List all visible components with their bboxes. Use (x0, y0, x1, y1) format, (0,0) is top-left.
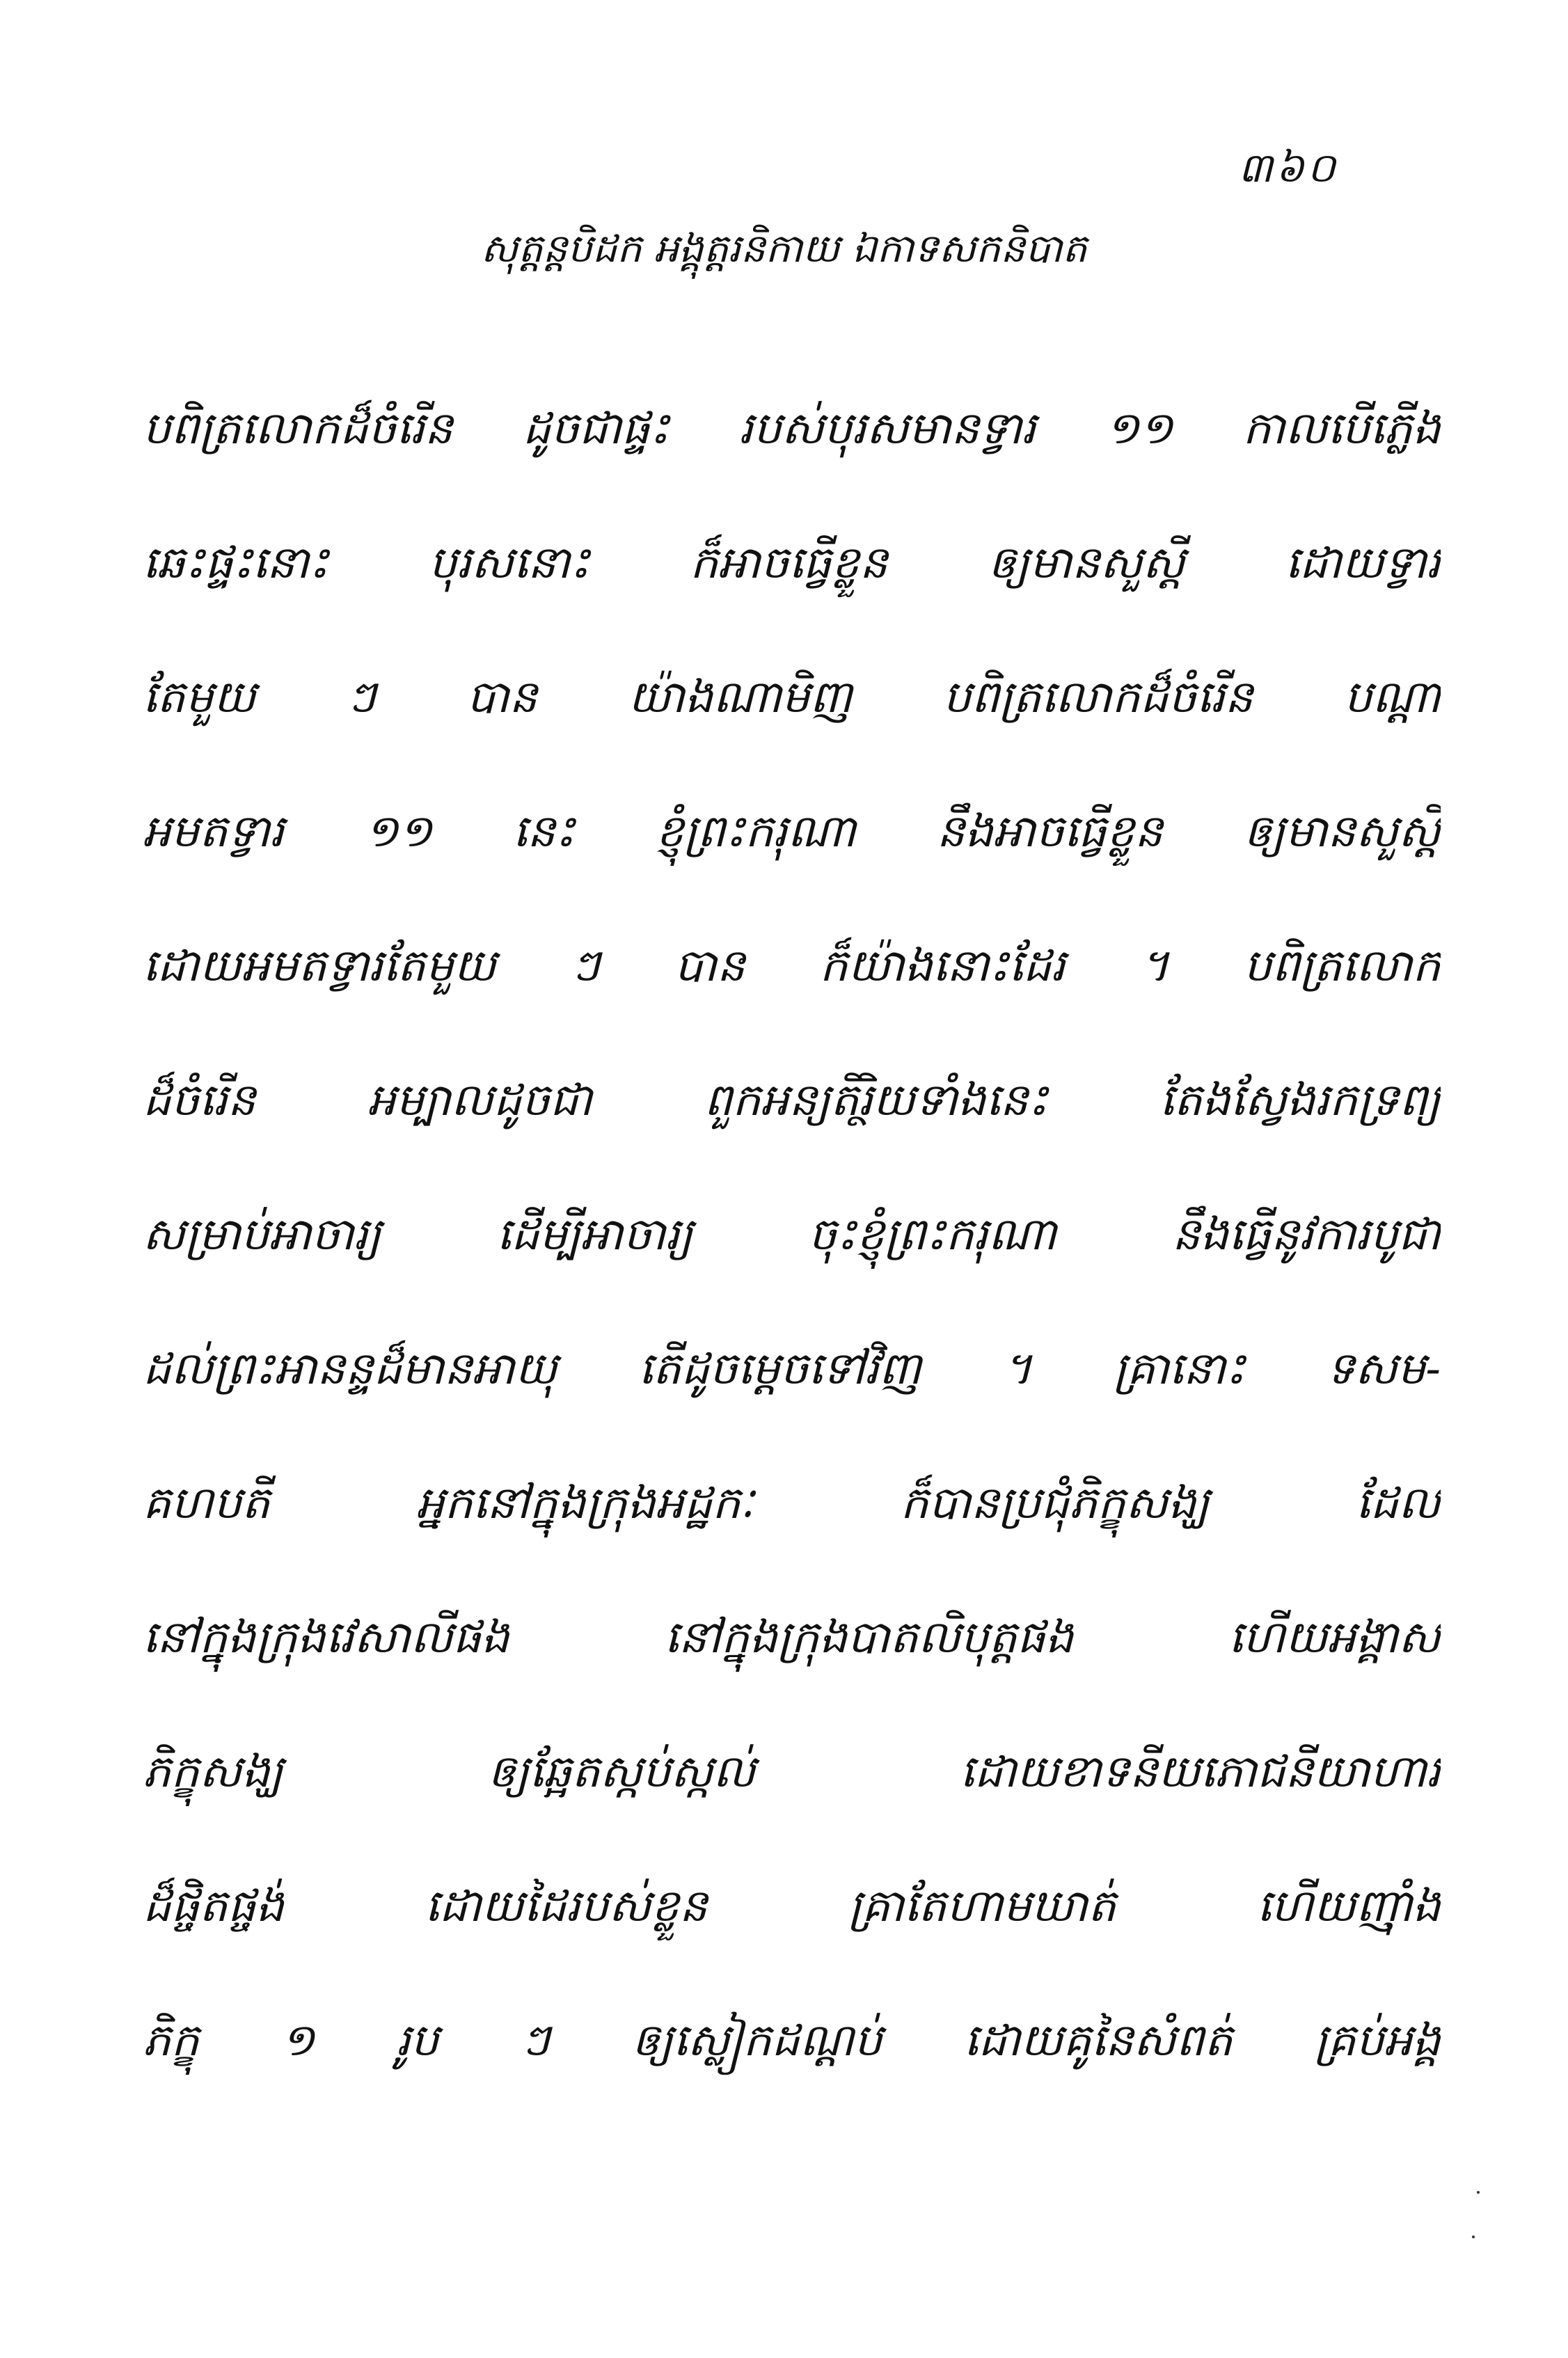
running-header: សុត្តន្តបិដក អង្គុត្តរនិកាយ ឯកាទសកនិបាត (481, 226, 1087, 271)
text-line-8: ដល់ព្រះអានន្ទដ៏មានអាយុ តើដូចម្តេចទៅវិញ ។ គ្រានោះ ទសម- (143, 1343, 1441, 1395)
body-text (143, 362, 1441, 2108)
text-line-13: ភិក្ខុ ១ រូប ៗ ឲ្យស្លៀកដណ្តប់ ដោយគូនៃសំពត់ គ្រប់អង្គ (143, 2015, 1441, 2066)
text-line-4: អមតទ្វារ ១១ នេះ ខ្ញុំព្រះករុណា នឹងអាចធ្វើខ្លួន ឲ្យមានសួស្តី (143, 806, 1441, 857)
text-line-11: ភិក្ខុសង្ឃ ឲ្យឆ្អែតស្កប់ស្កល់ ដោយខាទនីយភោជនីយាហារ (143, 1746, 1441, 1798)
text-line-12: ដ៏ផ្ចិតផ្ចង់ ដោយដៃរបស់ខ្លួន គ្រាតែហាមឃាត់ ហើយញ៉ាំង (143, 1881, 1441, 1932)
text-line-7: សម្រាប់អាចារ្យ ដើម្បីអាចារ្យ ចុះខ្ញុំព្រះករុណា នឹងធ្វើនូវការបូជា (143, 1209, 1441, 1260)
scan-speck (1477, 2191, 1480, 2194)
text-line-1: បពិត្រលោកដ៏ចំរើន ដូចជាផ្ទះ របស់បុរសមានទ្វារ ១១ កាលបើភ្លើង (143, 403, 1441, 454)
text-line-6: ដ៏ចំរើន អម្បាលដូចជា ពួកអន្យតិរ្ថិយទាំងនេះ តែងស្វែងរកទ្រព្យ (143, 1075, 1441, 1126)
scan-speck (1472, 2236, 1475, 2238)
text-line-2: ឆេះផ្ទះនោះ បុរសនោះ ក៏អាចធ្វើខ្លួន ឲ្យមានសួស្តី ដោយទ្វារ (143, 537, 1441, 589)
text-line-5: ដោយអមតទ្វារតែមួយ ៗ បាន ក៏យ៉ាងនោះដែរ ។ បពិត្រលោក (143, 940, 1441, 992)
page-number: ៣៦០ (1238, 144, 1338, 191)
text-line-3: តែមួយ ៗ បាន យ៉ាងណាមិញ បពិត្រលោកដ៏ចំរើន បណ្តា (143, 672, 1441, 723)
text-line-9: គហបតី អ្នកនៅក្នុងក្រុងអដ្ឋកៈ ក៏បានប្រជុំភិក្ខុសង្ឃ ដែល (143, 1478, 1441, 1529)
text-line-10: នៅក្នុងក្រុងវេសាលីផង នៅក្នុងក្រុងបាតលិបុត្តផង ហើយអង្គាស (143, 1612, 1441, 1663)
